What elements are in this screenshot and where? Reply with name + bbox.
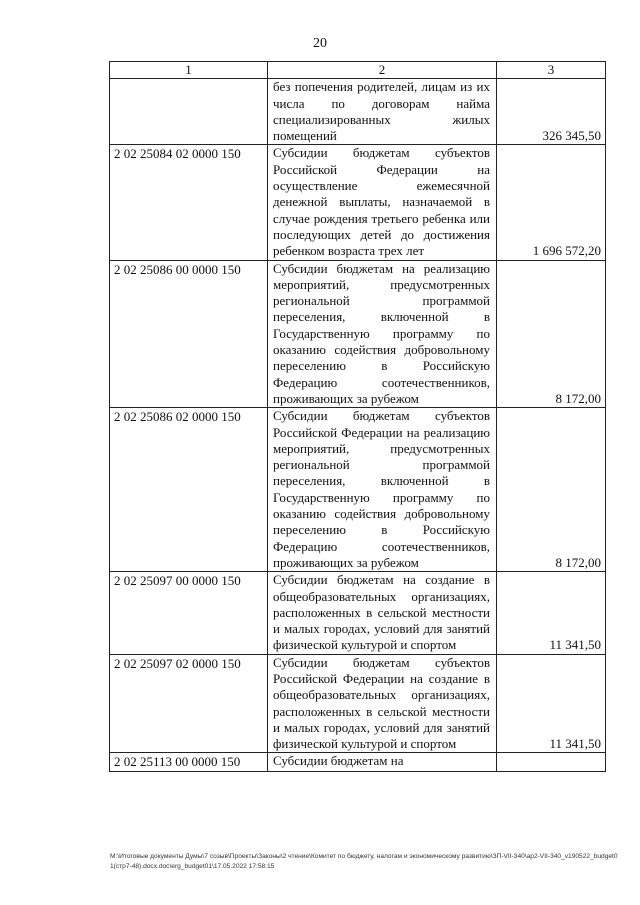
budget-code: 2 02 25113 00 0000 150 bbox=[110, 753, 268, 771]
table-row bbox=[110, 654, 606, 753]
budget-code bbox=[110, 79, 268, 145]
table-row bbox=[110, 260, 606, 408]
description: Субсидии бюджетам на bbox=[268, 753, 497, 771]
budget-code: 2 02 25086 00 0000 150 bbox=[110, 260, 268, 408]
description: Субсидии бюджетам на реализацию мероприятий, предусмотренных региональной программой переселения, включенной в Государственную программу по оказанию содействия добровольному переселению в Российскую Федерацию соотечественников, проживающих за рубежом bbox=[268, 260, 497, 408]
description: Субсидии бюджетам субъектов Российской Федерации на осуществление ежемесячной денежной выплаты, назначаемой в случае рождения третьего ребенка или последующих детей до достижения ребенком возраста трех лет bbox=[268, 145, 497, 260]
budget-code: 2 02 25086 02 0000 150 bbox=[110, 408, 268, 572]
budget-code: 2 02 25097 00 0000 150 bbox=[110, 572, 268, 654]
amount: 8 172,00 bbox=[497, 408, 606, 572]
amount: 11 341,50 bbox=[497, 654, 606, 753]
table-row bbox=[110, 753, 606, 771]
table-row bbox=[110, 572, 606, 654]
document-path-footer: M:\Итоговые документы Думы\7 созыв\Проекты\Законы\2 чтение\Комитет по бюджету, налогам и экономическому развитию\ЗП-VII-340\ар2-VII-340_v190522_budget01(стр7-48).docx.doc\erg_budget01\17.05.2022 17:58:15 bbox=[110, 853, 618, 870]
table-row bbox=[110, 408, 606, 572]
table-row bbox=[110, 79, 606, 145]
amount: 8 172,00 bbox=[497, 260, 606, 408]
description: Субсидии бюджетам на создание в общеобразовательных организациях, расположенных в сельской местности и малых городах, условий для занятий физической культурой и спортом bbox=[268, 572, 497, 654]
amount: 326 345,50 bbox=[497, 79, 606, 145]
column-header-2: 2 bbox=[268, 62, 497, 79]
budget-table bbox=[109, 61, 606, 772]
amount: 11 341,50 bbox=[497, 572, 606, 654]
column-header-3: 3 bbox=[497, 62, 606, 79]
page-number: 20 bbox=[313, 36, 327, 51]
column-header-1: 1 bbox=[110, 62, 268, 79]
description: без попечения родителей, лицам из их числа по договорам найма специализированных жилых помещений bbox=[268, 79, 497, 145]
budget-code: 2 02 25097 02 0000 150 bbox=[110, 654, 268, 753]
amount bbox=[497, 753, 606, 771]
budget-code: 2 02 25084 02 0000 150 bbox=[110, 145, 268, 260]
header-row bbox=[110, 62, 606, 79]
description: Субсидии бюджетам субъектов Российской Федерации на создание в общеобразовательных организациях, расположенных в сельской местности и малых городах, условий для занятий физической культурой и спортом bbox=[268, 654, 497, 753]
description: Субсидии бюджетам субъектов Российской Федерации на реализацию мероприятий, предусмотренных региональной программой переселения, включенной в Государственную программу по оказанию содействия добровольному переселению в Российскую Федерацию соотечественников, проживающих за рубежом bbox=[268, 408, 497, 572]
amount: 1 696 572,20 bbox=[497, 145, 606, 260]
table-row bbox=[110, 145, 606, 260]
